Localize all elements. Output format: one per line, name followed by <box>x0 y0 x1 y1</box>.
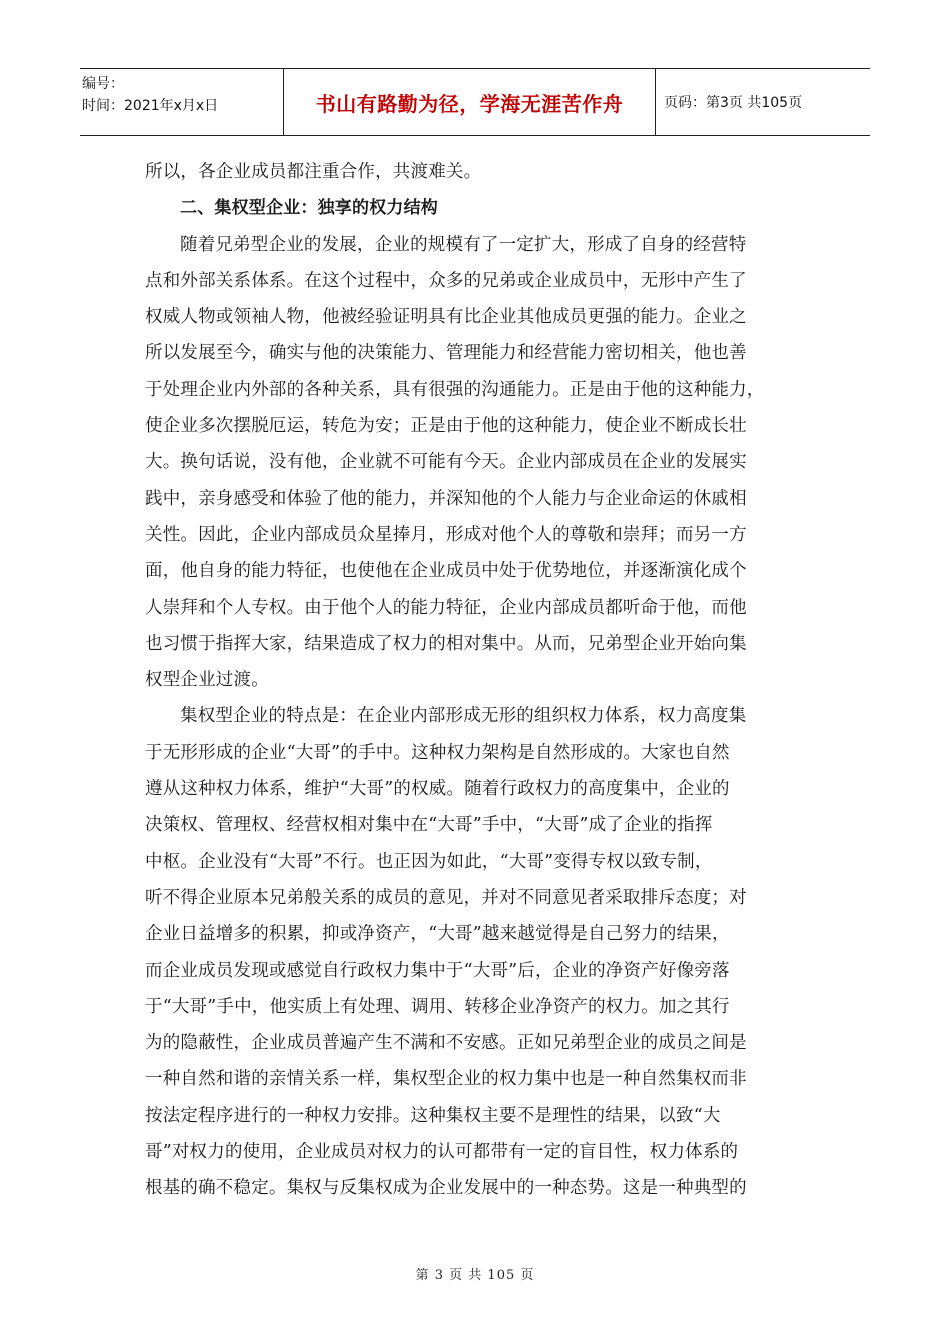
body-text-line: 一种自然和谐的亲情关系一样，集权型企业的权力集中也是一种自然集权而非 <box>145 1069 747 1090</box>
body-text-line: 听不得企业原本兄弟般关系的成员的意见，并对不同意见者采取排斥态度；对 <box>145 887 747 908</box>
body-text-line: 集权型企业的特点是：在企业内部形成无形的组织权力体系，权力高度集 <box>180 706 747 727</box>
body-text-line: 关性。因此，企业内部成员众星捧月，形成对他个人的尊敬和崇拜；而另一方 <box>145 524 747 545</box>
body-text-line: 随着兄弟型企业的发展，企业的规模有了一定扩大，形成了自身的经营特 <box>180 234 747 255</box>
body-text-line: 面，他自身的能力特征，也使他在企业成员中处于优势地位，并逐渐演化成个 <box>145 561 747 582</box>
body-text-line: 大。换句话说，没有他，企业就不可能有今天。企业内部成员在企业的发展实 <box>145 452 747 473</box>
body-text-line: 中枢。企业没有“大哥”不行。也正因为如此，“大哥”变得专权以致专制， <box>145 851 713 872</box>
header-page-info: 页码：第3页 共105页 <box>664 95 803 111</box>
document-date-label: 时间：2021年x月x日 <box>82 98 219 114</box>
body-text-line: 遵从这种权力体系，维护“大哥”的权威。随着行政权力的高度集中，企业的 <box>145 779 730 800</box>
body-text-line: 而企业成员发现或感觉自行政权力集中于“大哥”后，企业的净资产好像旁落 <box>145 960 730 981</box>
body-text-line: 使企业多次摆脱厄运，转危为安；正是由于他的这种能力，使企业不断成长壮 <box>145 416 747 437</box>
document-number-label: 编号： <box>82 76 124 92</box>
body-text-line: 所以，各企业成员都注重合作，共渡难关。 <box>145 162 482 182</box>
body-text-line: 权威人物或领袖人物，他被经验证明具有比企业其他成员更强的能力。企业之 <box>145 307 747 328</box>
body-text-line: 也习惯于指挥大家，结果造成了权力的相对集中。从而，兄弟型企业开始向集 <box>145 633 747 654</box>
body-text-line: 于“大哥”手中，他实质上有处理、调用、转移企业净资产的权力。加之其行 <box>145 996 730 1017</box>
body-text-line: 所以发展至今，确实与他的决策能力、管理能力和经营能力密切相关，他也善 <box>145 343 747 364</box>
body-text-line: 根基的确不稳定。集权与反集权成为企业发展中的一种态势。这是一种典型的 <box>145 1178 747 1199</box>
document-body <box>145 154 810 1207</box>
header-motto: 书山有路勤为径，学海无涯苦作舟 <box>284 69 656 135</box>
body-text-line: 企业日益增多的积累，抑或净资产，“大哥”越来越觉得是自己努力的结果， <box>145 924 730 945</box>
body-text-line: 于处理企业内外部的各种关系，具有很强的沟通能力。正是由于他的这种能力， <box>145 379 765 400</box>
page-footer: 第 3 页 共 105 页 <box>415 1268 535 1283</box>
section-heading: 二、集权型企业：独享的权力结构 <box>180 198 438 219</box>
body-text-line: 哥”对权力的使用，企业成员对权力的认可都带有一定的盲目性，权力体系的 <box>145 1142 739 1163</box>
body-text-line: 践中，亲身感受和体验了他的能力，并深知他的个人能力与企业命运的休戚相 <box>145 488 747 509</box>
page-header <box>80 68 870 136</box>
body-text-line: 于无形形成的企业“大哥”的手中。这种权力架构是自然形成的。大家也自然 <box>145 742 730 763</box>
body-text-line: 权型企业过渡。 <box>145 670 269 691</box>
body-text-line: 按法定程序进行的一种权力安排。这种集权主要不是理性的结果，以致“大 <box>145 1105 721 1126</box>
body-text-line: 点和外部关系体系。在这个过程中，众多的兄弟或企业成员中，无形中产生了 <box>145 270 747 291</box>
body-text-line: 决策权、管理权、经营权相对集中在“大哥”手中，“大哥”成了企业的指挥 <box>145 815 713 836</box>
body-text-line: 人崇拜和个人专权。由于他个人的能力特征，企业内部成员都听命于他，而他 <box>145 597 747 618</box>
body-text-line: 为的隐蔽性，企业成员普遍产生不满和不安感。正如兄弟型企业的成员之间是 <box>145 1033 747 1054</box>
header-meta-cell <box>80 69 284 135</box>
